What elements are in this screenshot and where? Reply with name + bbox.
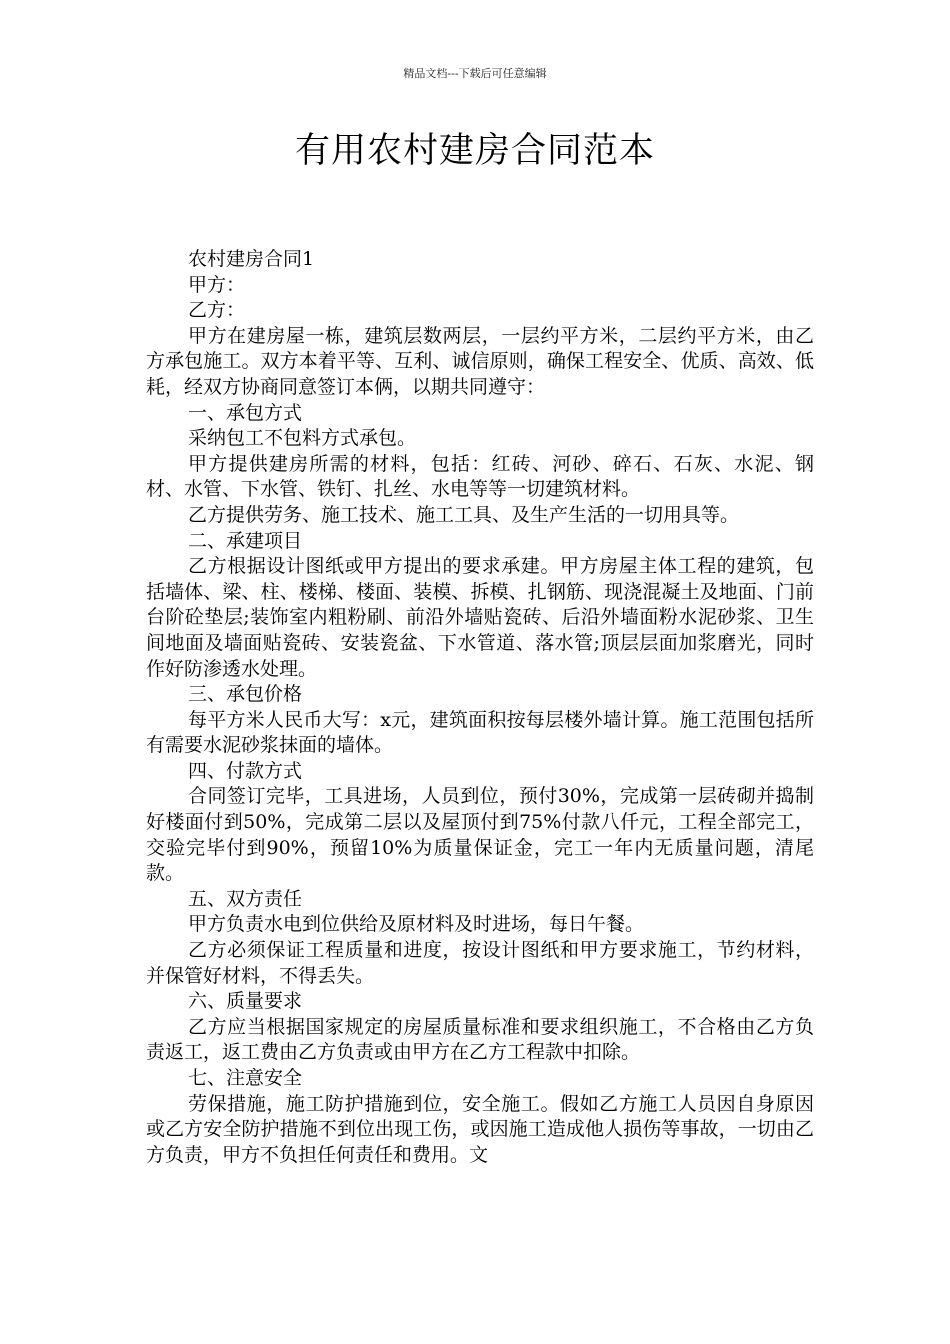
section-heading-5: 五、双方责任: [188, 887, 303, 910]
document-body: [146, 247, 814, 1168]
section-heading-2: 二、承建项目: [188, 529, 303, 552]
paragraph: 合同签订完毕，工具进场，人员到位，预付30%，完成第一层砖砌并捣制好楼面付到50%，完成第二层以及屋顶付到75%付款八仟元，工程全部完工，交验完毕付到90%，预留10%为质量保证金，完工一年内无质量问题，清尾款。: [146, 785, 814, 885]
paragraph: 乙方必须保证工程质量和进度，按设计图纸和甲方要求施工，节约材料，并保管好材料，不得丢失。: [146, 939, 814, 987]
section-heading-4: 四、付款方式: [188, 759, 303, 782]
document-title: 有用农村建房合同范本: [294, 131, 655, 171]
paragraph-contract-number: 农村建房合同1: [188, 248, 315, 270]
paragraph-party-b: 乙方：: [188, 299, 246, 322]
section-heading-6: 六、质量要求: [188, 990, 303, 1013]
paragraph: 采纳包工不包料方式承包。: [188, 427, 417, 450]
section-heading-1: 一、承包方式: [188, 401, 303, 424]
paragraph: 乙方根据设计图纸或甲方提出的要求承建。甲方房屋主体工程的建筑，包括墙体、梁、柱、楼梯、楼面、装模、拆模、扎钢筋、现浇混凝土及地面、门前台阶砼垫层;装饰室内粗粉刷、前沿外墙贴瓷砖、后沿外墙面粉水泥砂浆、卫生间地面及墙面贴瓷砖、安装瓷盆、下水管道、落水管;顶层层面加浆磨光，同时作好防渗透水处理。: [146, 555, 814, 680]
paragraph: 甲方提供建房所需的材料，包括：红砖、河砂、碎石、石灰、水泥、钢材、水管、下水管、铁钉、扎丝、水电等等一切建筑材料。: [146, 452, 814, 501]
section-heading-7: 七、注意安全: [188, 1067, 303, 1089]
paragraph-party-a: 甲方：: [188, 273, 246, 296]
paragraph: 乙方提供劳务、施工技术、施工工具、及生产生活的一切用具等。: [188, 503, 740, 526]
paragraph: 劳保措施，施工防护措施到位，安全施工。假如乙方施工人员因自身原因或乙方安全防护措施不到位出现工伤，或因施工造成他人损伤等事故，一切由乙方负责，甲方不负担任何责任和费用。文: [146, 1092, 814, 1166]
paragraph: 乙方应当根据国家规定的房屋质量标准和要求组织施工，不合格由乙方负责返工，返工费由乙方负责或由甲方在乙方工程款中扣除。: [146, 1015, 814, 1064]
paragraph: 每平方米人民币大写：x元，建筑面积按每层楼外墙计算。施工范围包括所有需要水泥砂浆抹面的墙体。: [146, 708, 814, 757]
paragraph: 甲方负责水电到位供给及原材料及时进场，每日午餐。: [188, 913, 645, 936]
header-note: 精品文档---下载后可任意编辑: [403, 67, 547, 80]
section-heading-3: 三、承包价格: [188, 683, 303, 706]
paragraph-intro: 甲方在建房屋一栋，建筑层数两层，一层约平方米，二层约平方米，由乙方承包施工。双方本着平等、互利、诚信原则，确保工程安全、优质、高效、低耗，经双方协商同意签订本俩，以期共同遵守：: [146, 324, 814, 398]
